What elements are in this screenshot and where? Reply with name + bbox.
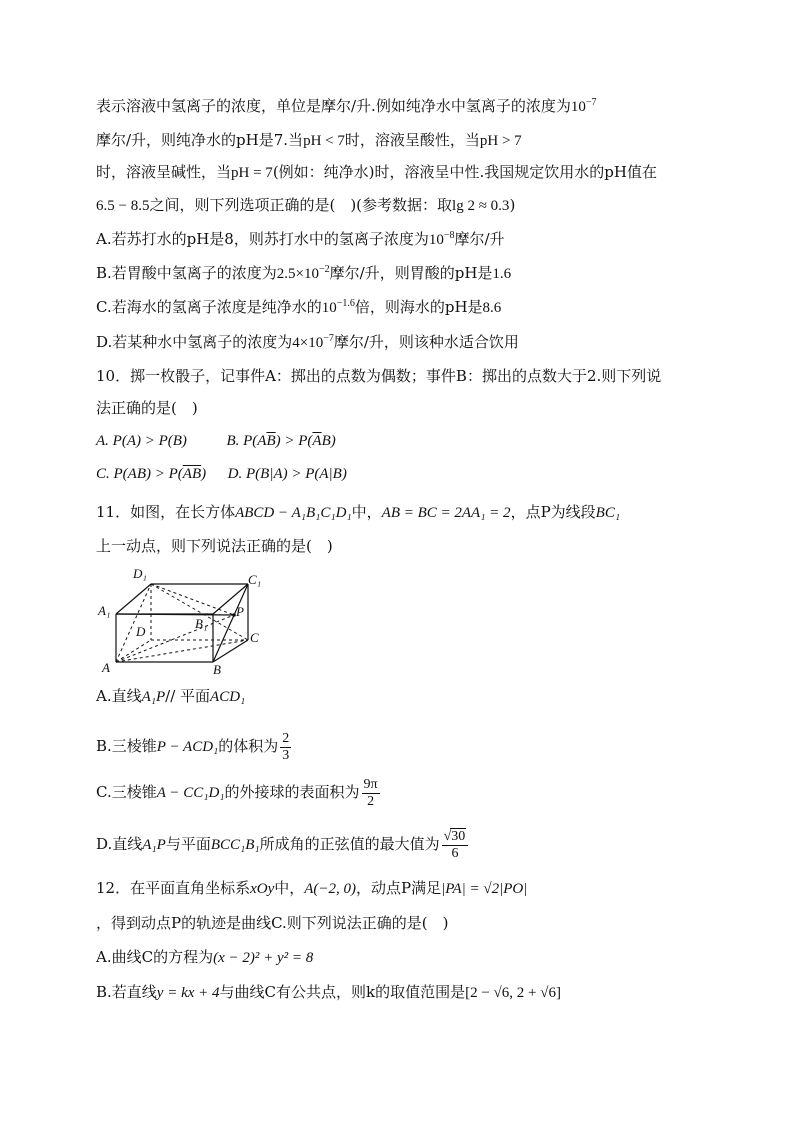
- q9-line-1: [96, 96, 596, 117]
- label-d1: D₁: [133, 566, 147, 581]
- q9-option-c: C.若海水的氢离子浓度是纯净水的$10^{-1.6}$倍，则海水的pH是8.6: [96, 298, 502, 316]
- q9-text: 表示溶液中氢离子的浓度，单位是摩尔/升.例如纯净水中氢离子的浓度为: [96, 97, 571, 115]
- q9-conc: $10^{-7}$: [570, 97, 597, 115]
- q9-option-d: D.若某种水中氢离子的浓度为$4\times 10^{-7}$摩尔/升，则该种水适合饮用: [96, 333, 519, 351]
- q11-stem-2: 上一动点，则下列说法正确的是( ): [96, 537, 333, 555]
- q10-option-c: C. $P(AB) > P(\overline{A}\overline{B})$: [96, 466, 207, 482]
- q10-option-b: B. $P(A\overline{B}) > P(\overline{A}B)$: [226, 433, 336, 449]
- label-c: C: [250, 630, 259, 645]
- q11-option-d: D.直线A₁P与平面BCC₁B₁所成角的正弦值的最大值为 $\frac{√30}{6}$: [96, 824, 470, 864]
- q11-option-a: A.直线A₁P// 平面ACD₁: [96, 687, 246, 705]
- label-d: D: [136, 624, 146, 639]
- q9-range: 6.5 − 8.5: [96, 198, 150, 214]
- q12-stem-1: 12．在平面直角坐标系xOy中，A(−2, 0)，动点P满足|PA| = √2|PO|: [96, 879, 528, 897]
- q12-option-a: A.曲线C的方程为(x − 2)² + y² = 8: [96, 948, 314, 966]
- q9-line-2: 摩尔/升，则纯净水的pH是7.当pH < 7时，溶液呈酸性，当pH > 7: [96, 131, 522, 149]
- q9-option-a: A.若苏打水的pH是8，则苏打水中的氢离子浓度为$10^{-8}$摩尔/升: [96, 230, 505, 248]
- q10-option-a: A. P(A) > P(B): [96, 433, 187, 449]
- q9-cond-neutral: pH = 7: [231, 165, 273, 181]
- q9-cond-acid: pH < 7: [303, 133, 345, 149]
- q12-option-b: B.若直线y = kx + 4与曲线C有公共点，则k的取值范围是[2 − √6, 2 + √6]: [96, 983, 561, 1001]
- q12-stem-2: ，得到动点P的轨迹是曲线C.则下列说法正确的是( ): [96, 914, 449, 932]
- q9-line-4: 6.5 − 8.5之间，则下列选项正确的是( )(参考数据：取lg 2 ≈ 0.3): [96, 196, 516, 214]
- label-b1: B₁: [195, 616, 208, 631]
- q9-ref-data: lg 2 ≈ 0.3: [452, 198, 510, 214]
- q10-stem-2: 法正确的是( ): [96, 399, 198, 417]
- label-a: A: [102, 660, 110, 675]
- q11-d-fraction: $\frac{√30}{6}$: [442, 828, 469, 862]
- label-c1: C₁: [248, 572, 262, 587]
- q9-line-3: 时，溶液呈碱性，当pH = 7(例如：纯净水)时，溶液呈中性.我国规定饮用水的pH值在: [96, 163, 657, 181]
- q10-options-ab: [96, 430, 336, 451]
- label-p: P: [236, 604, 244, 619]
- q9-cond-base: pH > 7: [479, 133, 522, 149]
- q10-stem-1: 10．掷一枚骰子，记事件A：掷出的点数为偶数；事件B：掷出的点数大于2.则下列说: [96, 367, 662, 385]
- cuboid-figure: [96, 566, 266, 678]
- q11-option-c: C.三棱锥A − CC₁D₁的外接球的表面积为 $\frac{9\pi}{2}$: [96, 776, 378, 809]
- q11-b-fraction: $\frac{2}{3}$: [282, 730, 290, 763]
- q9-option-b: B.若胃酸中氢离子的浓度为$2.5\times 10^{-2}$摩尔/升，则胃酸的pH是1.6: [96, 264, 512, 282]
- cuboid-diagram: [96, 566, 266, 678]
- q10-options-cd: [96, 463, 347, 484]
- label-b: B: [213, 662, 221, 677]
- q11-stem-1: 11．如图，在长方体ABCD − A₁B₁C₁D₁中，AB = BC = 2AA₁ = 2，点P为线段BC₁: [96, 503, 621, 521]
- label-a1: A₁: [98, 603, 111, 618]
- q11-c-fraction: $\frac{9\pi}{2}$: [363, 776, 378, 809]
- q11-option-b: B.三棱锥P − ACD₁的体积为 $\frac{2}{3}$: [96, 730, 290, 763]
- q10-option-d: D. P(B|A) > P(A|B): [227, 466, 347, 482]
